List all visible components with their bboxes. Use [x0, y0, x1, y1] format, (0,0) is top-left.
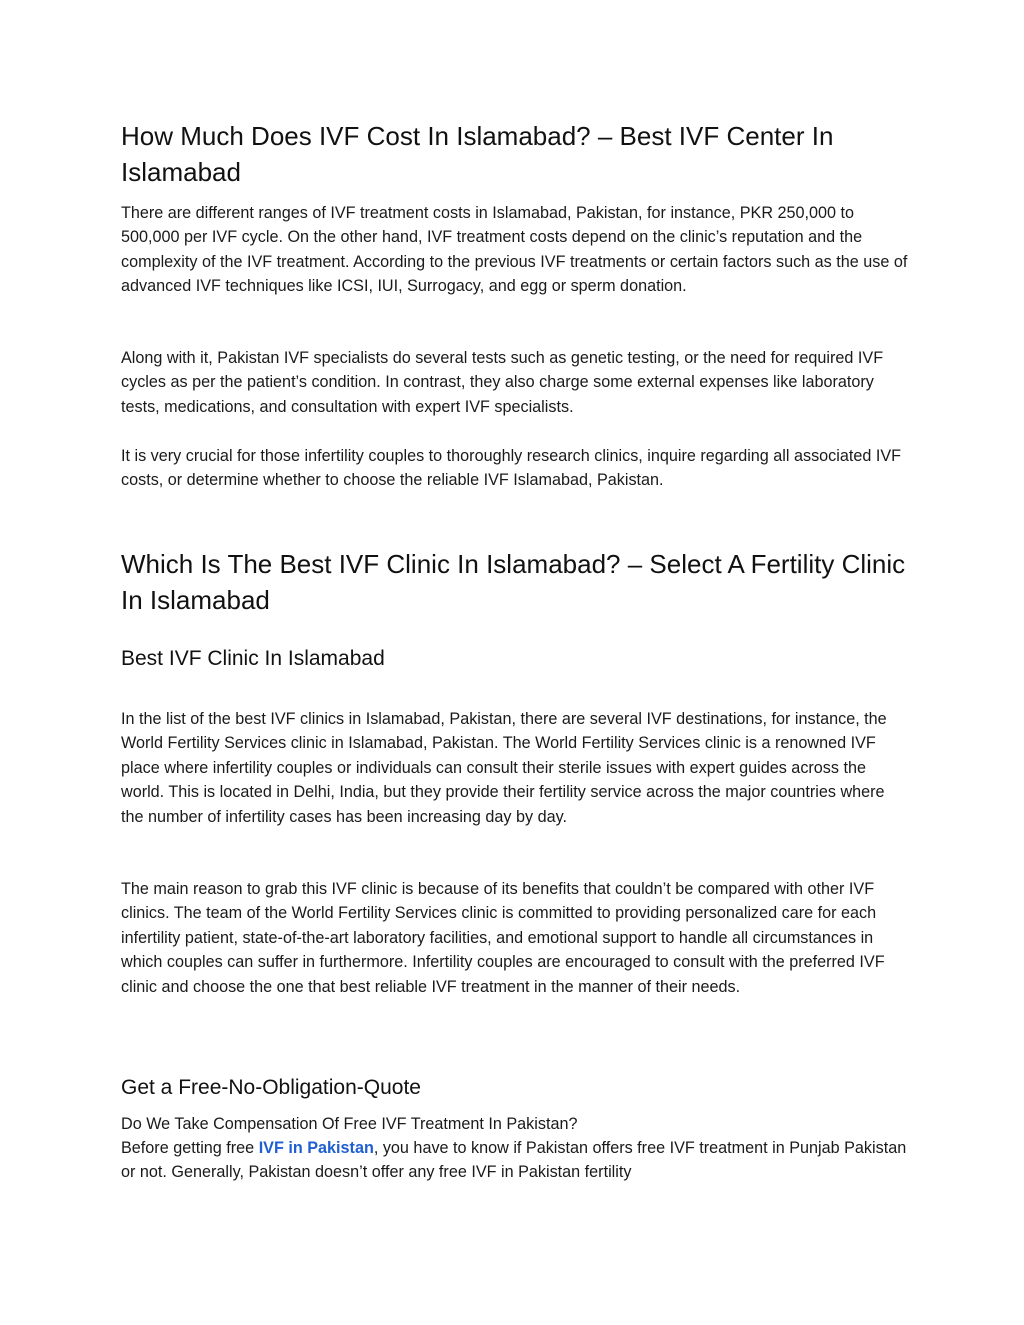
section3-heading: Get a Free-No-Obligation-Quote: [121, 1076, 421, 1099]
section1-paragraph-1: There are different ranges of IVF treatment costs in Islamabad, Pakistan, for instance, PKR 250,000 to 500,000 per IVF cycle. On the other hand, IVF treatment costs depend on the clinic’s reputation and the complexity of the IVF treatment. According to the previous IVF treatments or certain factors such as the use of advanced IVF techniques like ICSI, IUI, Surrogacy, and egg or sperm donation.: [121, 204, 908, 296]
section2-paragraph-1: In the list of the best IVF clinics in Islamabad, Pakistan, there are several IVF destinations, for instance, the World Fertility Services clinic in Islamabad, Pakistan. The World Fertility Services clinic is a renowned IVF place where infertility couples or individuals can consult their sterile issues with expert guides across the world. This is located in Delhi, India, but they provide their fertility service across the major countries where the number of infertility cases has been increasing day by day.: [121, 710, 887, 826]
section1-heading: How Much Does IVF Cost In Islamabad? – Best IVF Center In Islamabad: [121, 121, 834, 187]
section1-paragraph-3: It is very crucial for those infertility couples to thoroughly research clinics, inquire regarding all associated IVF costs, or determine whether to choose the reliable IVF Islamabad, Pakistan.: [121, 447, 902, 490]
paragraph-text-before-link: Before getting free: [121, 1139, 259, 1157]
section2-heading: Which Is The Best IVF Clinic In Islamabad? – Select A Fertility Clinic In Islamabad: [121, 549, 906, 615]
section2-paragraph-2: The main reason to grab this IVF clinic is because of its benefits that couldn’t be compared with other IVF clinics. The team of the World Fertility Services clinic is committed to providing personalized care for each infertility patient, state-of-the-art laboratory facilities, and emotional support to handle all circumstances in which couples can suffer in furthermore. Infertility couples are encouraged to consult with the preferred IVF clinic and choose the one that best reliable IVF treatment in the manner of their needs.: [121, 880, 885, 996]
section1-paragraph-2: Along with it, Pakistan IVF specialists do several tests such as genetic testing, or the need for required IVF cycles as per the patient’s condition. In contrast, they also charge some external expenses like laboratory tests, medications, and consultation with expert IVF specialists.: [121, 349, 884, 416]
paragraph-text-after-link: , you have to know if Pakistan offers free IVF treatment in Punjab Pakistan or not. Generally, Pakistan doesn’t offer any free IVF in Pakistan fertility: [121, 1139, 907, 1182]
section3-paragraph: [121, 1136, 911, 1185]
section3-question: Do We Take Compensation Of Free IVF Treatment In Pakistan?: [121, 1115, 578, 1133]
ivf-in-pakistan-link[interactable]: IVF in Pakistan: [258, 1139, 374, 1157]
section2-subheading: Best IVF Clinic In Islamabad: [121, 647, 385, 670]
